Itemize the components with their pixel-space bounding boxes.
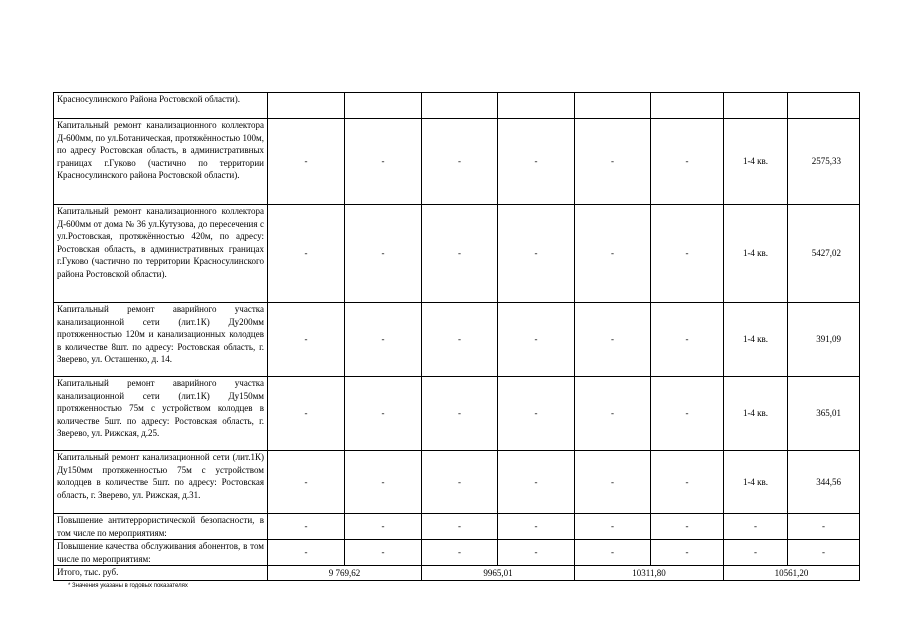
table-row [54, 514, 860, 540]
table-cell: - [575, 540, 651, 566]
table-cell [788, 93, 860, 119]
table-cell: - [575, 377, 651, 451]
table-row [54, 205, 860, 303]
table-row [54, 451, 860, 514]
investment-program-table [53, 92, 860, 581]
table-cell: - [498, 205, 575, 303]
table-cell: - [498, 377, 575, 451]
table-cell: - [498, 514, 575, 540]
table-cell: - [422, 540, 498, 566]
total-value: 10561,20 [724, 566, 860, 581]
row-description: Повышение антитеррористической безопасности, в том числе по мероприятиям: [54, 514, 268, 540]
table-cell: - [345, 540, 422, 566]
total-row [54, 566, 860, 581]
table-cell: - [345, 514, 422, 540]
table-cell: - [651, 514, 724, 540]
table-cell: - [268, 514, 345, 540]
table-cell: 391,09 [788, 303, 860, 377]
table-row [54, 377, 860, 451]
table-cell [724, 93, 788, 119]
row-description: Повышение качества обслуживания абонентов, в том числе по мероприятиям: [54, 540, 268, 566]
table-cell: - [575, 119, 651, 205]
table-cell: 1-4 кв. [724, 119, 788, 205]
table-cell: - [345, 119, 422, 205]
table-cell: - [345, 377, 422, 451]
table-cell: - [651, 377, 724, 451]
table-cell: - [575, 514, 651, 540]
total-value: 10311,80 [575, 566, 724, 581]
table-cell: 1-4 кв. [724, 303, 788, 377]
table-cell: - [498, 303, 575, 377]
total-value: 9965,01 [422, 566, 575, 581]
table-cell: - [724, 540, 788, 566]
table-cell [268, 93, 345, 119]
table-cell: - [788, 514, 860, 540]
table-cell: - [651, 119, 724, 205]
table-cell [575, 93, 651, 119]
table-cell: - [724, 514, 788, 540]
table-cell: - [575, 205, 651, 303]
total-value: 9 769,62 [268, 566, 422, 581]
table-cell: - [651, 205, 724, 303]
table-cell: - [422, 119, 498, 205]
table-cell: 344,56 [788, 451, 860, 514]
table-cell: - [498, 119, 575, 205]
table-cell: - [651, 540, 724, 566]
table-cell: - [788, 540, 860, 566]
table-cell: 5427,02 [788, 205, 860, 303]
table-row [54, 540, 860, 566]
table-cell: - [268, 451, 345, 514]
table-cell: - [268, 540, 345, 566]
footnote: * Значения указаны в годовых показателях [68, 583, 188, 589]
table-cell: - [575, 303, 651, 377]
table-cell: - [268, 119, 345, 205]
row-description: Капитальный ремонт канализационного коллектора Д-600мм от дома № 36 ул.Кутузова, до пересечения с ул.Ростовская, протяжённостью 420м, по адресу: Ростовская область, в административных границах г.Гуково (частично по территории Красносулинского района Ростовской области). [54, 205, 268, 303]
table-cell: - [268, 303, 345, 377]
table-cell [422, 93, 498, 119]
table-cell: - [268, 205, 345, 303]
table-cell: 365,01 [788, 377, 860, 451]
row-description: Капитальный ремонт аварийного участка канализационной сети (лит.1К) Ду200мм протяженностью 120м и канализационных колодцев в количестве 8шт. по адресу: Ростовская область, г. Зверево, ул. Осташенко, д. 14. [54, 303, 268, 377]
table-cell: - [345, 451, 422, 514]
table-row [54, 303, 860, 377]
table-cell: - [422, 514, 498, 540]
table-cell: - [422, 205, 498, 303]
table-cell: - [422, 303, 498, 377]
table-cell: - [345, 303, 422, 377]
table-cell [498, 93, 575, 119]
table-cell [651, 93, 724, 119]
table-cell: - [498, 540, 575, 566]
table-cell: - [651, 303, 724, 377]
row-description: Капитальный ремонт аварийного участка канализационной сети (лит.1К) Ду150мм протяженностью 75м с устройством колодцев в количестве 5шт. по адресу: Ростовская область, г. Зверево, ул. Рижская, д.25. [54, 377, 268, 451]
table-cell: - [345, 205, 422, 303]
table-cell: 2575,33 [788, 119, 860, 205]
row-description: Капитальный ремонт канализационного коллектора Д-600мм, по ул.Ботаническая, протяжённостью 100м, по адресу Ростовская область, в административных границах г.Гуково (частично по территории Красносулинского района Ростовской области). [54, 119, 268, 205]
table-cell: - [422, 451, 498, 514]
table-cell: - [422, 377, 498, 451]
row-description: Капитальный ремонт канализационной сети (лит.1К) Ду150мм протяженностью 75м с устройством колодцев в количестве 5шт. по адресу: Ростовская область, г. Зверево, ул. Рижская, д.31. [54, 451, 268, 514]
total-label: Итого, тыс. руб. [54, 566, 268, 581]
table-cell: - [651, 451, 724, 514]
table-cell: - [498, 451, 575, 514]
table-cell: 1-4 кв. [724, 451, 788, 514]
table-cell: 1-4 кв. [724, 205, 788, 303]
table-cell: - [268, 377, 345, 451]
table-row [54, 93, 860, 119]
table-cell: - [575, 451, 651, 514]
table-cell [345, 93, 422, 119]
table-row [54, 119, 860, 205]
row-description: Красносулинского Района Ростовской области). [54, 93, 268, 119]
table-body [54, 93, 860, 581]
table-cell: 1-4 кв. [724, 377, 788, 451]
